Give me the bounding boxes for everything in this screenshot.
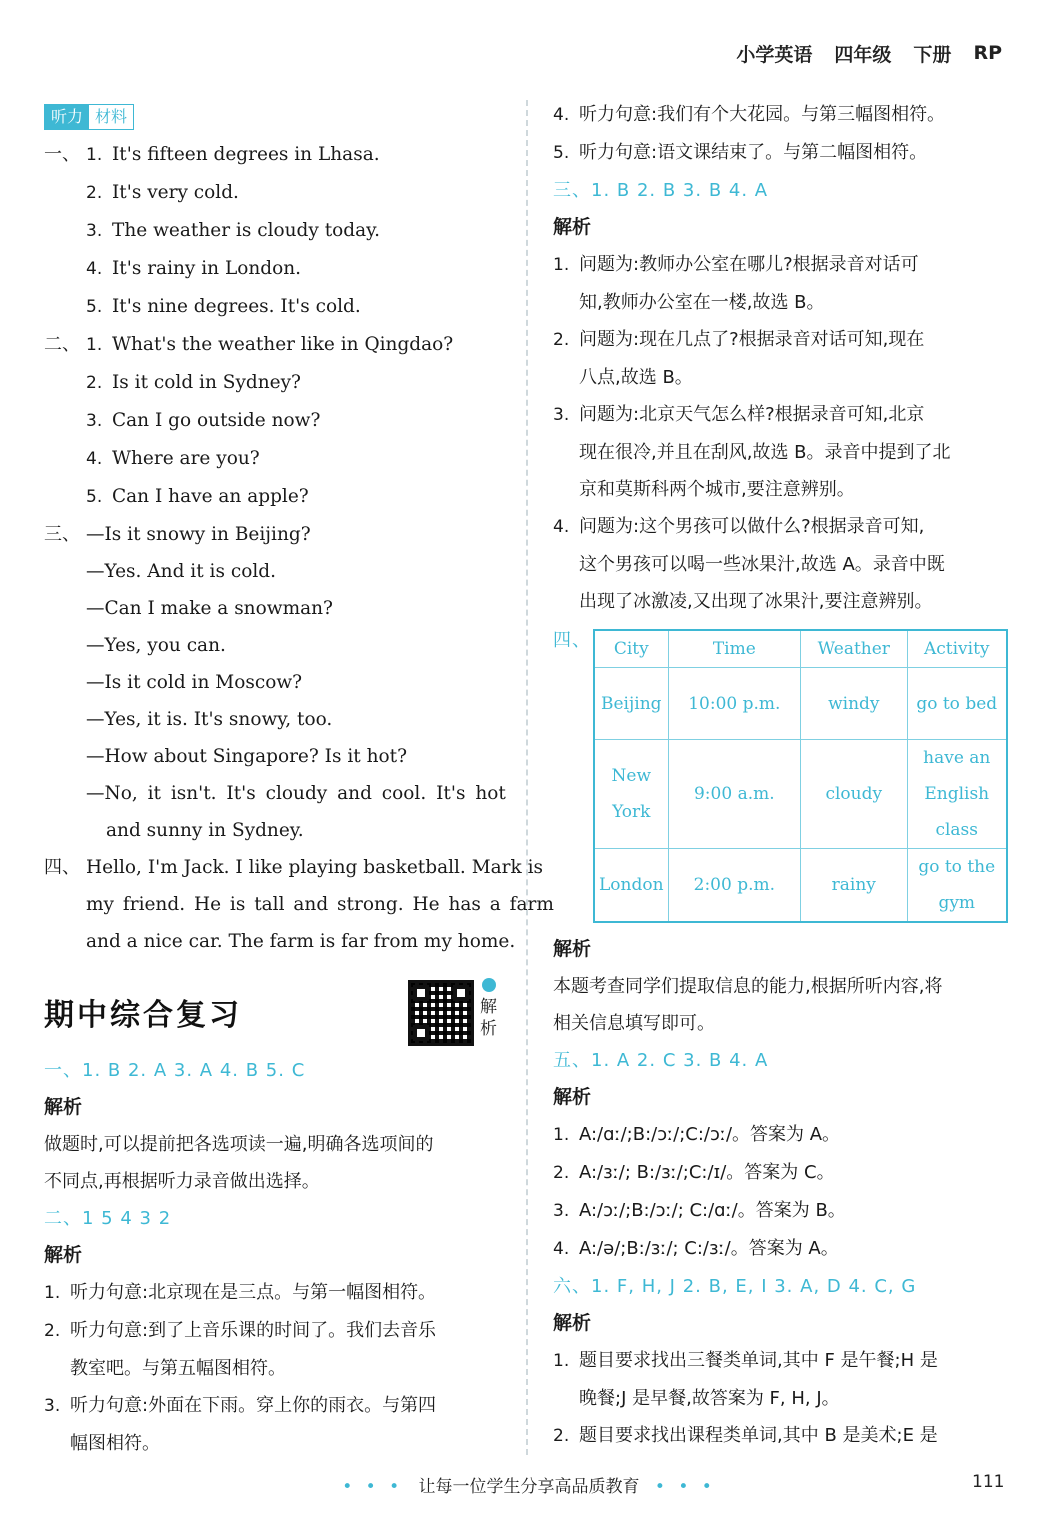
table-cell: go to the gym bbox=[907, 849, 1007, 923]
table-cell: cloudy bbox=[801, 740, 907, 849]
review-section-1 bbox=[44, 1052, 500, 1200]
analysis-line: A:/ɔː/;B:/ɔː/; C:/ɑː/。答案为 B。 bbox=[579, 1200, 846, 1221]
item-number: 2. bbox=[553, 1426, 570, 1446]
review-header bbox=[44, 974, 500, 1062]
analysis-label: 解析 bbox=[44, 1096, 83, 1118]
section-mark: 一、 bbox=[44, 144, 80, 165]
table-cell: rainy bbox=[801, 849, 907, 923]
script-line: It's very cold. bbox=[112, 182, 239, 203]
review-title: 期中综合复习 bbox=[44, 998, 242, 1033]
item-number: 1. bbox=[553, 1351, 570, 1371]
item-number: 2. bbox=[86, 183, 103, 203]
left-column bbox=[44, 104, 554, 1462]
page-number: 111 bbox=[972, 1472, 1005, 1492]
analysis-label: 解析 bbox=[553, 938, 592, 960]
item-number: 1. bbox=[553, 1125, 570, 1145]
item-number: 2. bbox=[44, 1321, 61, 1341]
script-line: It's fifteen degrees in Lhasa. bbox=[112, 144, 380, 165]
script-section-2 bbox=[44, 326, 500, 516]
answer-line: 一、1. B 2. A 3. A 4. B 5. C bbox=[44, 1060, 306, 1081]
table-header: Time bbox=[668, 630, 801, 668]
review-section-5 bbox=[553, 1042, 1008, 1268]
analysis-line: 听力句意:语文课结束了。与第二幅图相符。 bbox=[579, 142, 928, 163]
analysis-line: A:/ɑː/;B:/ɔː/;C:/ɔː/。答案为 A。 bbox=[579, 1124, 841, 1145]
item-number: 1. bbox=[86, 335, 103, 355]
analysis-line: 出现了冰激凌,又出现了冰果汁,要注意辨别。 bbox=[579, 591, 933, 612]
analysis-line: 听力句意:外面在下雨。穿上你的雨衣。与第四 bbox=[70, 1395, 437, 1416]
script-section-3 bbox=[44, 516, 506, 849]
table-cell: London bbox=[594, 849, 668, 923]
analysis-label: 解析 bbox=[553, 1086, 592, 1108]
listening-material-tag bbox=[44, 104, 134, 130]
section-mark: 四、 bbox=[553, 630, 591, 651]
page-header bbox=[736, 38, 1002, 68]
script-line: What's the weather like in Qingdao? bbox=[112, 334, 454, 355]
right-column bbox=[553, 96, 1008, 1455]
section-mark: 二、 bbox=[44, 334, 80, 355]
review-section-4 bbox=[553, 622, 1008, 1042]
section-mark: 四、 bbox=[44, 857, 80, 878]
analysis-line: 听力句意:我们有个大花园。与第三幅图相符。 bbox=[579, 104, 946, 125]
footer-dots: • • • bbox=[654, 1477, 716, 1497]
review-section-6 bbox=[553, 1268, 1008, 1455]
item-number: 4. bbox=[86, 449, 103, 469]
qr-finder bbox=[413, 1025, 429, 1041]
script-line: Where are you? bbox=[112, 448, 260, 469]
analysis-label: 解析 bbox=[553, 1312, 592, 1334]
analysis-label: 解析 bbox=[553, 216, 592, 238]
answer-line: 六、1. F, H, J 2. B, E, I 3. A, D 4. C, G bbox=[553, 1276, 917, 1297]
qr-finder bbox=[453, 985, 469, 1001]
qr-caption: 解析 bbox=[480, 997, 497, 1039]
passage-line: and a nice car. The farm is far from my home. bbox=[86, 931, 516, 952]
header-grade: 四年级 bbox=[834, 43, 892, 66]
item-number: 4. bbox=[553, 517, 570, 537]
table-header: Activity bbox=[907, 630, 1007, 668]
item-number: 2. bbox=[86, 373, 103, 393]
item-number: 3. bbox=[44, 1396, 61, 1416]
tag-listening: 听力 bbox=[45, 105, 89, 129]
analysis-line: 题目要求找出课程类单词,其中 B 是美术;E 是 bbox=[579, 1425, 938, 1446]
dialogue-line: —Is it snowy in Beijing? bbox=[86, 524, 311, 545]
header-volume: 下册 bbox=[913, 43, 952, 66]
analysis-line: 题目要求找出三餐类单词,其中 F 是午餐;H 是 bbox=[579, 1350, 938, 1371]
item-number: 5. bbox=[86, 297, 103, 317]
item-number: 4. bbox=[86, 259, 103, 279]
qr-code-icon[interactable] bbox=[408, 980, 474, 1046]
script-section-1 bbox=[44, 136, 500, 326]
dialogue-line: —Yes, it is. It's snowy, too. bbox=[86, 709, 333, 730]
item-number: 4. bbox=[553, 1239, 570, 1259]
review-section-2 bbox=[44, 1200, 500, 1462]
dialogue-line: —Can I make a snowman? bbox=[86, 598, 333, 619]
section-mark: 三、 bbox=[44, 524, 80, 545]
analysis-line: A:/ɜː/; B:/ɜː/;C:/ɪ/。答案为 C。 bbox=[579, 1162, 835, 1183]
item-number: 3. bbox=[553, 405, 570, 425]
play-dot-icon bbox=[482, 978, 496, 992]
item-number: 5. bbox=[86, 487, 103, 507]
analysis-line: 问题为:现在几点了?根据录音对话可知,现在 bbox=[579, 329, 925, 350]
item-number: 1. bbox=[553, 255, 570, 275]
answer-line: 三、1. B 2. B 3. B 4. A bbox=[553, 180, 769, 201]
table-header: Weather bbox=[801, 630, 907, 668]
analysis-line: 听力句意:到了上音乐课的时间了。我们去音乐 bbox=[70, 1320, 437, 1341]
passage-line: my friend. He is tall and strong. He has a farm bbox=[86, 894, 554, 915]
item-number: 3. bbox=[86, 411, 103, 431]
script-line: It's nine degrees. It's cold. bbox=[112, 296, 361, 317]
item-number: 4. bbox=[553, 105, 570, 125]
table-cell: have an English class bbox=[907, 740, 1007, 849]
answer-line: 五、1. A 2. C 3. B 4. A bbox=[553, 1050, 769, 1071]
analysis-line: 本题考查同学们提取信息的能力,根据所听内容,将 bbox=[553, 976, 943, 997]
analysis-line: 听力句意:北京现在是三点。与第一幅图相符。 bbox=[70, 1282, 437, 1303]
analysis-line: 教室吧。与第五幅图相符。 bbox=[70, 1358, 286, 1379]
script-section-4 bbox=[44, 849, 554, 960]
answer-line: 二、1 5 4 3 2 bbox=[44, 1208, 172, 1229]
item-number: 1. bbox=[86, 145, 103, 165]
table-cell: 9:00 a.m. bbox=[668, 740, 801, 849]
item-number: 5. bbox=[553, 143, 570, 163]
analysis-line: A:/ə/;B:/ɜː/; C:/ɜː/。答案为 A。 bbox=[579, 1238, 839, 1259]
dialogue-line: —No, it isn't. It's cloudy and cool. It's hot bbox=[86, 783, 506, 804]
header-edition: RP bbox=[973, 42, 1002, 64]
analysis-line: 八点,故选 B。 bbox=[579, 367, 693, 388]
analysis-line: 知,教师办公室在一楼,故选 B。 bbox=[579, 292, 825, 313]
dialogue-line: —How about Singapore? Is it hot? bbox=[86, 746, 407, 767]
qr-finder bbox=[413, 985, 429, 1001]
analysis-label: 解析 bbox=[44, 1244, 83, 1266]
analysis-line: 京和莫斯科两个城市,要注意辨别。 bbox=[579, 479, 855, 500]
column-divider bbox=[526, 100, 528, 1455]
dialogue-line: —Yes. And it is cold. bbox=[86, 561, 276, 582]
table-row bbox=[594, 849, 1007, 923]
analysis-line: 不同点,再根据听力录音做出选择。 bbox=[44, 1171, 320, 1192]
dialogue-line: —Yes, you can. bbox=[86, 635, 226, 656]
page-footer bbox=[0, 1472, 1058, 1497]
analysis-line: 问题为:北京天气怎么样?根据录音可知,北京 bbox=[579, 404, 925, 425]
footer-dots: • • • bbox=[342, 1477, 404, 1497]
table-cell: 10:00 p.m. bbox=[668, 668, 801, 740]
item-number: 2. bbox=[553, 330, 570, 350]
script-line: Is it cold in Sydney? bbox=[112, 372, 301, 393]
analysis-line: 现在很冷,并且在刮风,故选 B。录音中提到了北 bbox=[579, 442, 951, 463]
script-line: The weather is cloudy today. bbox=[112, 220, 381, 241]
script-line: Can I go outside now? bbox=[112, 410, 321, 431]
item-number: 3. bbox=[553, 1201, 570, 1221]
passage-line: Hello, I'm Jack. I like playing basketball. Mark is bbox=[86, 857, 544, 878]
table-cell: New York bbox=[594, 740, 668, 849]
analysis-line: 问题为:这个男孩可以做什么?根据录音可知, bbox=[579, 516, 925, 537]
analysis-line: 幅图相符。 bbox=[70, 1433, 160, 1454]
analysis-line: 做题时,可以提前把各选项读一遍,明确各选项间的 bbox=[44, 1134, 434, 1155]
analysis-line: 相关信息填写即可。 bbox=[553, 1013, 715, 1034]
dialogue-line: —Is it cold in Moscow? bbox=[86, 672, 303, 693]
table-cell: 2:00 p.m. bbox=[668, 849, 801, 923]
info-table bbox=[593, 629, 1008, 923]
script-line: Can I have an apple? bbox=[112, 486, 309, 507]
item-number: 1. bbox=[44, 1283, 61, 1303]
table-cell: go to bed bbox=[907, 668, 1007, 740]
table-cell: Beijing bbox=[594, 668, 668, 740]
table-header: City bbox=[594, 630, 668, 668]
table-header-row bbox=[594, 630, 1007, 668]
script-line: It's rainy in London. bbox=[112, 258, 302, 279]
table-row bbox=[594, 668, 1007, 740]
table-cell: windy bbox=[801, 668, 907, 740]
dialogue-line: and sunny in Sydney. bbox=[106, 820, 304, 841]
header-subject: 小学英语 bbox=[736, 43, 813, 66]
review-section-3 bbox=[553, 172, 1008, 620]
item-number: 3. bbox=[86, 221, 103, 241]
tag-material: 材料 bbox=[95, 107, 128, 126]
analysis-line: 问题为:教师办公室在哪儿?根据录音对话可 bbox=[579, 254, 919, 275]
footer-slogan: 让每一位学生分享高品质教育 bbox=[418, 1477, 640, 1497]
item-number: 2. bbox=[553, 1163, 570, 1183]
analysis-line: 这个男孩可以喝一些冰果汁,故选 A。录音中既 bbox=[579, 554, 945, 575]
table-row bbox=[594, 740, 1007, 849]
analysis-line: 晚餐;J 是早餐,故答案为 F, H, J。 bbox=[579, 1388, 840, 1409]
